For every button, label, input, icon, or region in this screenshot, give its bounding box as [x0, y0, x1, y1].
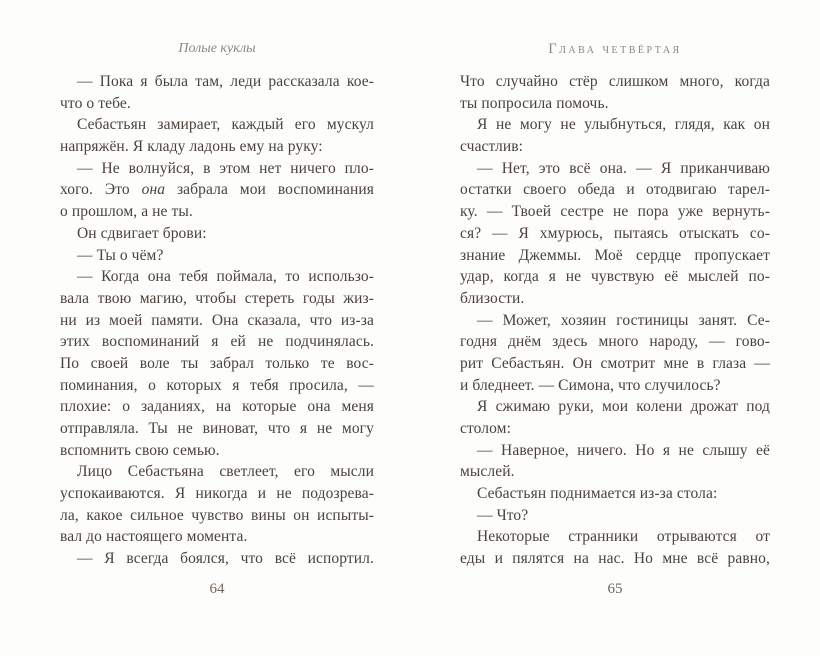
text-line: — Ты о чём? — [77, 246, 164, 264]
text-line: вала твою магию, чтобы стереть годы жиз- — [60, 289, 374, 307]
text-line: Я не могу не улыбнуться, глядя, как он — [477, 116, 770, 134]
page-body-left — [60, 71, 374, 570]
text-line: По своей воле ты забрал только те вос- — [60, 354, 374, 372]
text-line: близости. — [460, 289, 525, 307]
text-line: вспомнить свою семью. — [60, 441, 220, 459]
text-line: столом: — [460, 420, 511, 437]
page-left[interactable] — [60, 0, 374, 656]
text-line: плохие: о заданиях, на которые она меня — [60, 398, 374, 416]
text-line: ты попросила помочь. — [460, 94, 609, 112]
text-line: мыслей. — [460, 463, 515, 481]
text-line: еды и пялятся на нас. Но мне всё равно, — [460, 550, 770, 568]
text-line: — Нет, это всё она. — Я приканчиваю — [477, 159, 770, 177]
text-line: Некоторые странники отрываются от — [477, 528, 770, 546]
text-line: Я сжимаю руки, мои колени дрожат под — [477, 398, 770, 416]
text-line: — Что? — [477, 506, 529, 524]
text-line: что о тебе. — [60, 94, 131, 112]
text-line: ни из моей памяти. Она сказала, что из-за — [60, 311, 374, 329]
text-line: — Пока я была там, леди рассказала кое- — [77, 73, 374, 90]
text-line: хого. Это она забрала мои воспоминания — [60, 181, 374, 199]
text-line: успокаиваются. Я никогда и не подозрева- — [60, 485, 374, 503]
text-line: Лицо Себастьяна светлеет, его мысли — [77, 463, 374, 481]
text-line: — Может, хозяин гостиницы занят. Се- — [477, 311, 770, 329]
text-line: — Когда она тебя поймала, то использо- — [77, 268, 374, 286]
text-line: — Я всегда боялся, что всё испортил. — [77, 550, 374, 568]
text-line: о прошлом, а не ты. — [60, 203, 193, 221]
text-line: этих воспоминаний я ей не подчинялась. — [60, 333, 374, 351]
text-line: Что случайно стёр слишком много, когда — [460, 73, 770, 90]
text-line: — Наверное, ничего. Но я не слышу её — [477, 441, 770, 459]
text-line: ся? — Я хмурюсь, пытаясь отыскать со- — [460, 224, 770, 242]
text-line: — Не волнуйся, в этом нет ничего пло- — [77, 159, 374, 177]
text-line: ла, какое сильное чувство вины он испыты- — [60, 506, 374, 524]
text-line: вал до настоящего момента. — [60, 528, 248, 546]
text-line: Он сдвигает брови: — [77, 224, 207, 242]
text-line: и бледнеет. — Симона, что случилось? — [460, 376, 721, 394]
page-right[interactable] — [460, 0, 770, 656]
page-number-left: 64 — [209, 581, 225, 597]
page-body-right — [460, 71, 770, 570]
text-line: поминания, о которых я тебя просила, — — [60, 376, 374, 394]
page-number-right: 65 — [607, 581, 623, 597]
running-header-left: Полые куклы — [178, 41, 256, 56]
text-line: годня днём здесь много народу, — гово- — [460, 333, 770, 351]
text-line: знание Джеммы. Моё сердце пропускает — [460, 246, 770, 264]
running-header-right: Глава четвёртая — [548, 41, 682, 57]
text-line: счастлив: — [460, 138, 524, 156]
text-line: Себастьян замирает, каждый его мускул — [77, 116, 374, 134]
text-line: удар, когда я не чувствую её мыслей по- — [460, 268, 770, 286]
text-line: остатки своего обеда и отодвигаю тарел- — [460, 181, 770, 199]
text-line: Себастьян поднимается из-за стола: — [477, 485, 718, 503]
text-line: отправляла. Ты не виноват, что я не могу — [60, 420, 374, 437]
text-line: напряжён. Я кладу ладонь ему на руку: — [60, 138, 323, 156]
text-line: ку. — Твоей сестре не пора уже вернуть- — [460, 203, 770, 221]
text-line: рит Себастьян. Он смотрит мне в глаза — — [460, 354, 770, 372]
